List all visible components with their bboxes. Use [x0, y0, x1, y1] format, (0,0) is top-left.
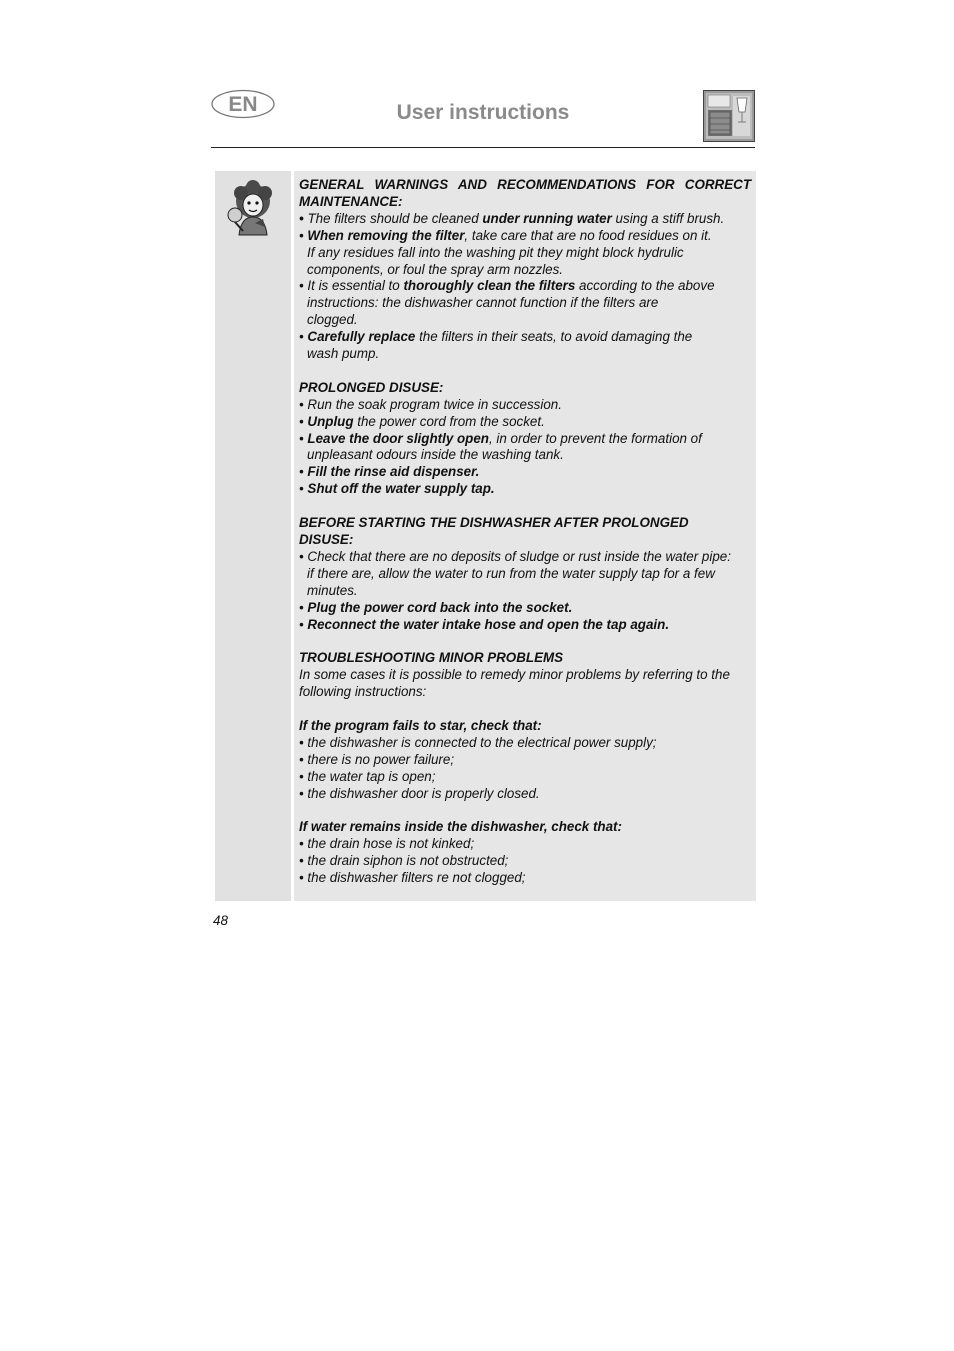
list-item: • Run the soak program twice in succession. [299, 396, 562, 412]
list-item: • the dishwasher filters re not clogged; [299, 870, 526, 886]
program-fail-section [299, 718, 751, 803]
list-item: • Plug the power cord back into the socket. [299, 599, 573, 615]
list-item: • Carefully replace the filters in their seats, to avoid damaging the [299, 329, 693, 345]
list-item: • Shut off the water supply tap. [299, 481, 495, 497]
list-item: • Reconnect the water intake hose and open the tap again. [299, 616, 670, 632]
instructions-panel [294, 171, 756, 901]
list-item-continuation: wash pump. [307, 346, 380, 362]
header-divider [211, 147, 755, 148]
list-item: • the drain hose is not kinked; [299, 836, 475, 852]
list-item: • Unplug the power cord from the socket. [299, 413, 545, 429]
dishwasher-interior-icon [703, 90, 755, 142]
list-item: • When removing the filter, take care that are no food residues on it. [299, 227, 712, 243]
troubleshooting-section [299, 650, 751, 701]
disuse-section [299, 380, 751, 498]
language-badge-text: EN [228, 93, 258, 116]
list-item-continuation: If any residues fall into the washing pit they might block hydrulic [307, 244, 684, 260]
list-item: • The filters should be cleaned under running water using a stiff brush. [299, 210, 725, 226]
restart-heading-continuation: DISUSE: [299, 532, 354, 547]
list-item: • Check that there are no deposits of sludge or rust inside the water pipe: [299, 548, 731, 564]
troubleshooting-heading: TROUBLESHOOTING MINOR PROBLEMS [299, 650, 564, 666]
list-item-continuation: if there are, allow the water to run from the water supply tap for a few [307, 565, 715, 581]
side-panel [215, 171, 291, 901]
restart-heading: BEFORE STARTING THE DISHWASHER AFTER PROLONGED [299, 515, 689, 531]
disuse-heading: PROLONGED DISUSE: [299, 379, 444, 395]
list-item: • the drain siphon is not obstructed; [299, 853, 509, 869]
water-remains-section [299, 819, 751, 887]
list-item-continuation: components, or foul the spray arm nozzles. [307, 261, 564, 277]
list-item: • the dishwasher door is properly closed. [299, 785, 540, 801]
page-title: User instructions [396, 101, 570, 124]
list-item-continuation: minutes. [307, 582, 358, 598]
maintenance-section [299, 177, 751, 363]
list-item-continuation: instructions: the dishwasher cannot function if the filters are [307, 295, 659, 311]
list-item: • the water tap is open; [299, 768, 436, 784]
restart-section [299, 515, 751, 633]
list-item: • It is essential to thoroughly clean the filters according to the above [299, 278, 715, 294]
page-header [211, 88, 755, 148]
list-item-continuation: unpleasant odours inside the washing tank. [307, 447, 564, 463]
maintenance-heading: GENERAL WARNINGS AND RECOMMENDATIONS FOR CORRECT MAINTENANCE: [299, 177, 751, 209]
program-fail-heading: If the program fails to star, check that: [299, 717, 542, 733]
list-item-continuation: clogged. [307, 312, 358, 328]
troubleshooting-intro-continuation: following instructions: [299, 684, 427, 700]
troubleshooting-intro: In some cases it is possible to remedy minor problems by referring to the [299, 667, 730, 683]
page-number: 48 [213, 913, 228, 928]
list-item: • there is no power failure; [299, 751, 455, 767]
list-item: • Fill the rinse aid dispenser. [299, 464, 480, 480]
cartoon-woman-icon [225, 179, 281, 237]
list-item: • Leave the door slightly open, in order to prevent the formation of [299, 430, 702, 446]
list-item: • the dishwasher is connected to the electrical power supply; [299, 734, 657, 750]
water-remains-heading: If water remains inside the dishwasher, check that: [299, 819, 622, 835]
